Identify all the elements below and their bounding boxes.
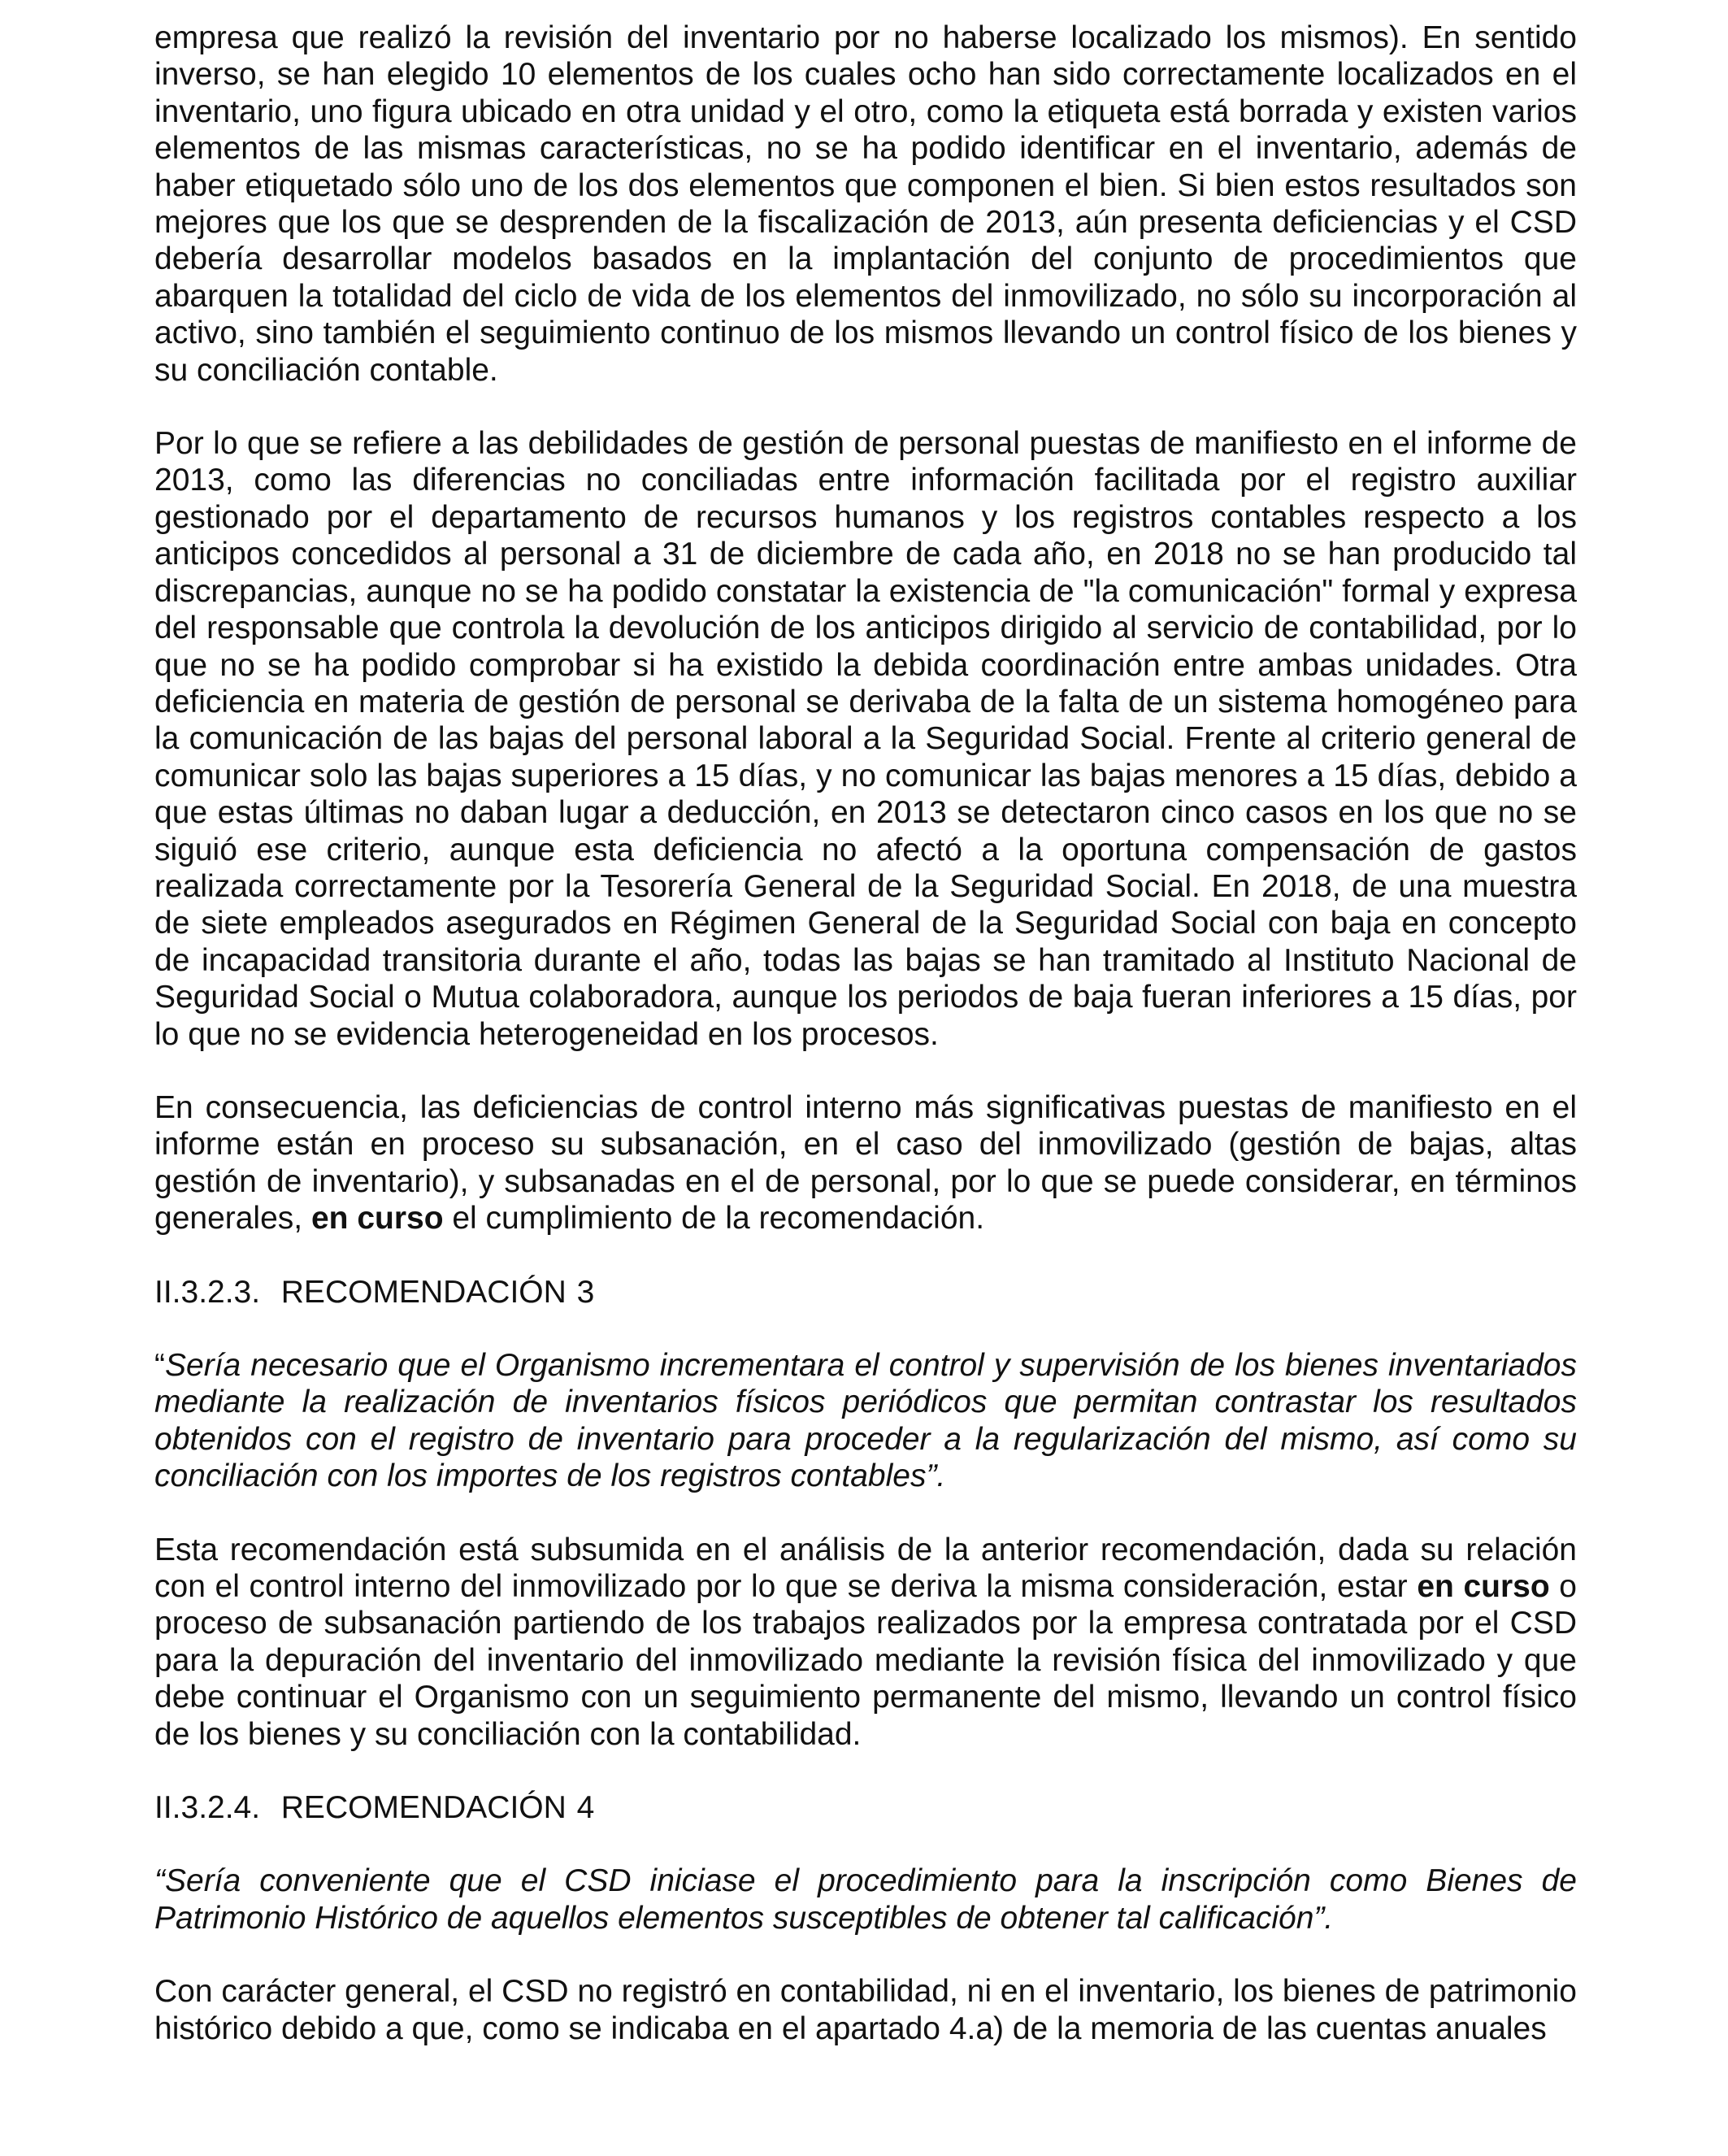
paragraph-text: En consecuencia, las deficiencias de control interno más significativas puestas de manifiesto en el informe están en proceso su subsanación, en el caso del inmovilizado (gestión de bajas, altas gestión de inventario), y subsanadas en el de personal, por lo que se puede considerar, en términos generales, [154,1089,1577,1237]
paragraph-text: Con carácter general, el CSD no registró en contabilidad, ni en el inventario, los bienes de patrimonio histórico debido a que, como se indicaba en el apartado 4.a) de la memoria de las cuentas anuales [154,1974,1577,2046]
paragraph-text: el cumplimiento de la recomendación. [443,1201,985,1237]
document-page [154,20,1577,2047]
paragraph-historical-heritage [154,1973,1577,2047]
section-heading-recommendation-4 [154,1789,1577,1826]
status-bold-text: en curso [310,1201,444,1237]
paragraph-inventory-results [154,20,1577,389]
section-number: II.3.2.3. [154,1274,261,1310]
quote-text: “Sería conveniente que el CSD iniciase el procedimiento para la inscripción como Bienes de Patrimonio Histórico de aquellos elementos susceptibles de obtener tal calificación”. [154,1863,1577,1936]
paragraph-text: Esta recomendación está subsumida en el análisis de la anterior recomendación, dada su relación con el control interno del inmovilizado por lo que se deriva la misma consideración, estar [154,1532,1577,1605]
paragraph-text: Por lo que se refiere a las debilidades de gestión de personal puestas de manifiesto en el informe de 2013, como las diferencias no conciliadas entre información facilitada por el registro auxiliar gestionado por el departamento de recursos humanos y los registros contables respecto a los anticipos concedidos al personal a 31 de diciembre de cada año, en 2018 no se han producido tal discrepancias, aunque no se ha podido constatar la existencia de "la comunicación" formal y expresa del responsable que controla la devolución de los anticipos dirigido al servicio de contabilidad, por lo que no se ha podido comprobar si ha existido la debida coordinación entre ambas unidades. Otra deficiencia en materia de gestión de personal se derivaba de la falta de un sistema homogéneo para la comunicación de las bajas del personal laboral a la Seguridad Social. Frente al criterio general de comunicar solo las bajas superiores a 15 días, y no comunicar las bajas menores a 15 días, debido a que estas últimas no daban lugar a deducción, en 2013 se detectaron cinco casos en los que no se siguió ese criterio, aunque esta deficiencia no afectó a la oportuna compensación de gastos realizada correctamente por la Tesorería General de la Seguridad Social. En 2018, de una muestra de siete empleados asegurados en Régimen General de la Seguridad Social con baja en concepto de incapacidad transitoria durante el año, todas las bajas se han tramitado al Instituto Nacional de Seguridad Social o Mutua colaboradora, aunque los periodos de baja fueran inferiores a 15 días, por lo que no se evidencia heterogeneidad en los procesos. [154,426,1577,1052]
quote-text: Sería necesario que el Organismo incrementara el control y supervisión de los bienes inventariados mediante la realización de inventarios físicos periódicos que permitan contrastar los resultados obtenidos con el registro de inventario para proceder a la regularización del mismo, así como su conciliación con los importes de los registros contables”. [154,1348,1577,1494]
paragraph-text: empresa que realizó la revisión del inventario por no haberse localizado los mismos). En sentido inverso, se han elegido 10 elementos de los cuales ocho han sido correctamente localizados en el inventario, uno figura ubicado en otra unidad y el otro, como la etiqueta está borrada y existen varios elementos de las mismas características, no se ha podido identificar en el inventario, además de haber etiquetado sólo uno de los dos elementos que componen el bien. Si bien estos resultados son mejores que los que se desprenden de la fiscalización de 2013, aún presenta deficiencias y el CSD debería desarrollar modelos basados en la implantación del conjunto de procedimientos que abarquen la totalidad del ciclo de vida de los elementos del inmovilizado, no sólo su incorporación al activo, sino también el seguimiento continuo de los mismos llevando un control físico de los bienes y su conciliación contable. [154,20,1577,388]
quote-recommendation-3 [154,1347,1577,1495]
status-bold-text: en curso [1417,1569,1550,1605]
section-title: RECOMENDACIÓN 4 [280,1790,595,1826]
paragraph-text: o proceso de subsanación partiendo de los trabajos realizados por la empresa contratada por el CSD para la depuración del inventario del inmovilizado mediante la revisión física del inmovilizado y que debe continuar el Organismo con un seguimiento permanente del mismo, llevando un control físico de los bienes y su conciliación con la contabilidad. [154,1569,1577,1752]
paragraph-personnel-management [154,425,1577,1053]
quote-open-mark: “ [154,1348,165,1383]
paragraph-recommendation-3-analysis [154,1532,1577,1753]
section-number: II.3.2.4. [154,1790,261,1826]
quote-recommendation-4 [154,1863,1577,1936]
section-title: RECOMENDACIÓN 3 [280,1274,595,1310]
paragraph-conclusion [154,1089,1577,1237]
section-heading-recommendation-3 [154,1274,1577,1311]
